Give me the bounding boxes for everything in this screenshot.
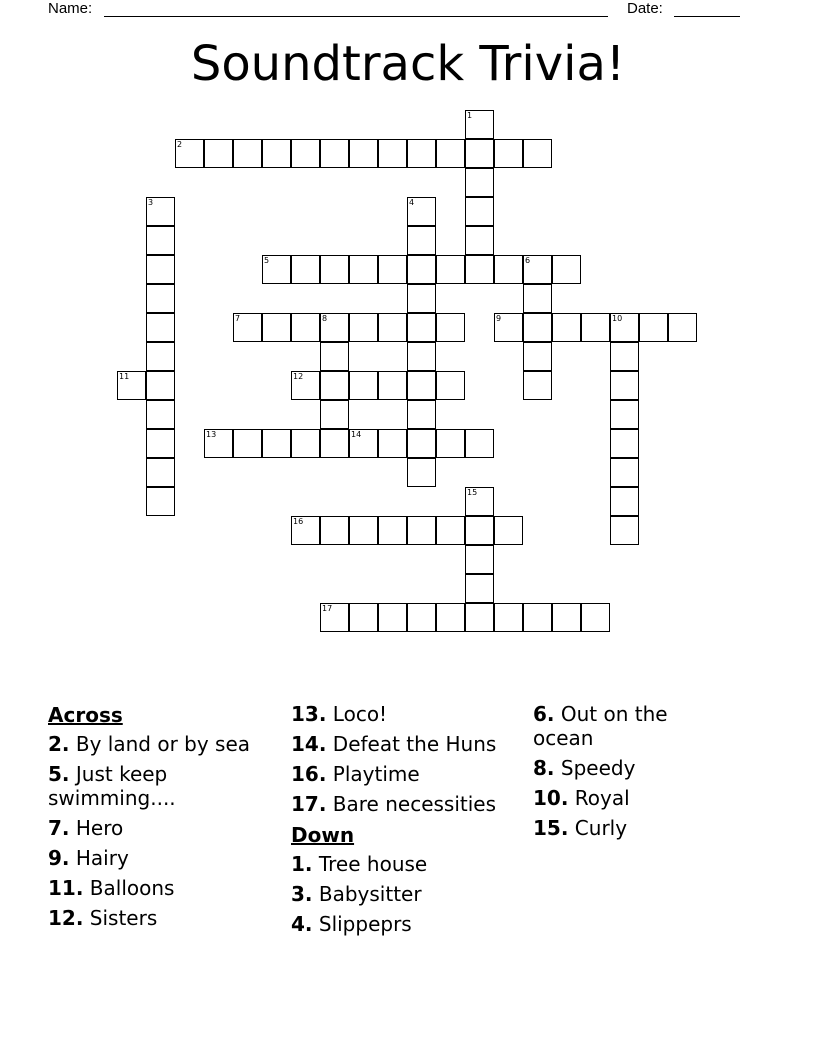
clue-across-2: [48, 732, 278, 756]
grid-cell[interactable]: [436, 429, 465, 458]
clue-number: 17.: [291, 792, 327, 816]
clue-number: 15.: [533, 816, 569, 840]
cell-number: 17: [322, 604, 333, 613]
clue-number: 14.: [291, 732, 327, 756]
grid-cell[interactable]: [407, 400, 436, 429]
grid-cell[interactable]: [349, 371, 378, 400]
grid-cell[interactable]: [291, 429, 320, 458]
grid-cell[interactable]: [320, 342, 349, 371]
clue-number: 13.: [291, 702, 327, 726]
clue-across-17: [291, 792, 527, 816]
clue-number: 7.: [48, 816, 70, 840]
grid-cell[interactable]: [465, 139, 494, 168]
grid-cell[interactable]: [494, 313, 523, 342]
grid-cell[interactable]: [204, 429, 233, 458]
grid-cell[interactable]: [175, 139, 204, 168]
grid-cell[interactable]: [146, 487, 175, 516]
clue-down-1: [291, 852, 527, 876]
grid-cell[interactable]: [552, 313, 581, 342]
grid-cell[interactable]: [320, 400, 349, 429]
grid-cell[interactable]: [523, 255, 552, 284]
cell-number: 2: [177, 140, 183, 149]
grid-cell[interactable]: [291, 516, 320, 545]
clue-text: Bare necessities: [332, 792, 497, 816]
grid-cell[interactable]: [610, 342, 639, 371]
clue-across-5: [48, 762, 278, 810]
cell-number: 3: [148, 198, 154, 207]
clue-text: Sisters: [89, 906, 158, 930]
grid-cell[interactable]: [378, 371, 407, 400]
clue-down-8: [533, 756, 733, 780]
grid-cell[interactable]: [523, 342, 552, 371]
grid-cell[interactable]: [610, 487, 639, 516]
clue-number: 9.: [48, 846, 70, 870]
clue-number: 8.: [533, 756, 555, 780]
clue-text: Royal: [574, 786, 630, 810]
grid-cell[interactable]: [523, 313, 552, 342]
grid-cell[interactable]: [407, 313, 436, 342]
cell-number: 13: [206, 430, 217, 439]
date-label: Date:: [627, 0, 663, 17]
grid-cell[interactable]: [378, 603, 407, 632]
grid-cell[interactable]: [465, 197, 494, 226]
grid-cell[interactable]: [320, 516, 349, 545]
clue-number: 16.: [291, 762, 327, 786]
clue-down-10: [533, 786, 733, 810]
cell-number: 14: [351, 430, 362, 439]
grid-cell[interactable]: [233, 313, 262, 342]
grid-cell[interactable]: [349, 516, 378, 545]
grid-cell[interactable]: [436, 516, 465, 545]
clue-text: Tree house: [318, 852, 428, 876]
grid-cell[interactable]: [465, 574, 494, 603]
grid-cell[interactable]: [610, 371, 639, 400]
grid-cell[interactable]: [291, 371, 320, 400]
grid-cell[interactable]: [581, 603, 610, 632]
clue-text: Curly: [574, 816, 628, 840]
grid-cell[interactable]: [349, 429, 378, 458]
grid-cell[interactable]: [552, 603, 581, 632]
clue-across-11: [48, 876, 278, 900]
grid-cell[interactable]: [146, 429, 175, 458]
clue-across-14: [291, 732, 527, 756]
grid-cell[interactable]: [668, 313, 697, 342]
grid-cell[interactable]: [291, 139, 320, 168]
clue-down-15: [533, 816, 733, 840]
grid-cell[interactable]: [146, 197, 175, 226]
grid-cell[interactable]: [407, 255, 436, 284]
puzzle-title: Soundtrack Trivia!: [190, 36, 626, 92]
grid-cell[interactable]: [610, 429, 639, 458]
clue-text: Hero: [75, 816, 124, 840]
grid-cell[interactable]: [117, 371, 146, 400]
grid-cell[interactable]: [523, 371, 552, 400]
grid-cell[interactable]: [291, 255, 320, 284]
grid-cell[interactable]: [610, 400, 639, 429]
grid-cell[interactable]: [639, 313, 668, 342]
grid-cell[interactable]: [262, 139, 291, 168]
cell-number: 4: [409, 198, 415, 207]
clue-down-3: [291, 882, 527, 906]
clue-down-4: [291, 912, 527, 936]
grid-cell[interactable]: [465, 603, 494, 632]
grid-cell[interactable]: [349, 255, 378, 284]
cell-number: 15: [467, 488, 478, 497]
clue-across-7: [48, 816, 278, 840]
grid-cell[interactable]: [407, 197, 436, 226]
across-heading: Across: [48, 703, 123, 727]
clue-text: Hairy: [75, 846, 129, 870]
grid-cell[interactable]: [465, 429, 494, 458]
grid-cell[interactable]: [494, 255, 523, 284]
clue-number: 4.: [291, 912, 313, 936]
grid-cell[interactable]: [233, 139, 262, 168]
clues-column-2: [291, 702, 527, 942]
grid-cell[interactable]: [146, 284, 175, 313]
clue-text: Playtime: [332, 762, 420, 786]
clue-number: 5.: [48, 762, 70, 786]
grid-cell[interactable]: [378, 429, 407, 458]
clue-text: Out on the ocean: [533, 702, 668, 750]
cell-number: 8: [322, 314, 328, 323]
grid-cell[interactable]: [407, 342, 436, 371]
grid-cell[interactable]: [407, 139, 436, 168]
grid-cell[interactable]: [146, 400, 175, 429]
cell-number: 1: [467, 111, 473, 120]
grid-cell[interactable]: [320, 313, 349, 342]
clue-number: 3.: [291, 882, 313, 906]
grid-cell[interactable]: [349, 313, 378, 342]
grid-cell[interactable]: [465, 110, 494, 139]
cell-number: 5: [264, 256, 270, 265]
grid-cell[interactable]: [407, 371, 436, 400]
grid-cell[interactable]: [320, 371, 349, 400]
down-heading: Down: [291, 823, 355, 847]
grid-cell[interactable]: [407, 226, 436, 255]
grid-cell[interactable]: [610, 313, 639, 342]
grid-cell[interactable]: [407, 603, 436, 632]
clue-number: 6.: [533, 702, 555, 726]
grid-cell[interactable]: [407, 284, 436, 313]
grid-cell[interactable]: [320, 139, 349, 168]
clue-across-16: [291, 762, 527, 786]
clue-down-6: [533, 702, 733, 750]
grid-cell[interactable]: [581, 313, 610, 342]
grid-cell[interactable]: [436, 313, 465, 342]
grid-cell[interactable]: [262, 313, 291, 342]
grid-cell[interactable]: [465, 545, 494, 574]
grid-cell[interactable]: [494, 603, 523, 632]
grid-cell[interactable]: [436, 603, 465, 632]
clue-number: 11.: [48, 876, 84, 900]
grid-cell[interactable]: [523, 139, 552, 168]
clue-text: Loco!: [332, 702, 388, 726]
grid-cell[interactable]: [204, 139, 233, 168]
grid-cell[interactable]: [349, 139, 378, 168]
clue-text: Defeat the Huns: [332, 732, 497, 756]
grid-cell[interactable]: [407, 458, 436, 487]
grid-cell[interactable]: [378, 139, 407, 168]
grid-cell[interactable]: [349, 603, 378, 632]
clues-column-3: [533, 702, 733, 846]
clue-across-13: [291, 702, 527, 726]
grid-cell[interactable]: [407, 516, 436, 545]
grid-cell[interactable]: [465, 487, 494, 516]
grid-cell[interactable]: [465, 168, 494, 197]
grid-cell[interactable]: [146, 342, 175, 371]
grid-cell[interactable]: [523, 284, 552, 313]
grid-cell[interactable]: [378, 516, 407, 545]
grid-cell[interactable]: [146, 371, 175, 400]
clue-text: Babysitter: [318, 882, 422, 906]
grid-cell[interactable]: [378, 313, 407, 342]
clue-text: By land or by sea: [75, 732, 251, 756]
grid-cell[interactable]: [494, 516, 523, 545]
clues-column-1: [48, 702, 278, 936]
grid-cell[interactable]: [465, 516, 494, 545]
cell-number: 6: [525, 256, 531, 265]
grid-cell[interactable]: [465, 226, 494, 255]
cell-number: 11: [119, 372, 130, 381]
grid-cell[interactable]: [320, 255, 349, 284]
clue-text: Balloons: [89, 876, 175, 900]
grid-cell[interactable]: [291, 313, 320, 342]
clue-across-9: [48, 846, 278, 870]
grid-cell[interactable]: [378, 255, 407, 284]
grid-cell[interactable]: [494, 139, 523, 168]
name-label: Name:: [48, 0, 93, 17]
cell-number: 16: [293, 517, 304, 526]
grid-cell[interactable]: [436, 255, 465, 284]
grid-cell[interactable]: [146, 226, 175, 255]
grid-cell[interactable]: [610, 458, 639, 487]
grid-cell[interactable]: [465, 255, 494, 284]
grid-cell[interactable]: [320, 429, 349, 458]
clue-across-12: [48, 906, 278, 930]
grid-cell[interactable]: [436, 371, 465, 400]
grid-cell[interactable]: [146, 313, 175, 342]
grid-cell[interactable]: [552, 255, 581, 284]
grid-cell[interactable]: [523, 603, 552, 632]
cell-number: 12: [293, 372, 304, 381]
grid-cell[interactable]: [146, 255, 175, 284]
grid-cell[interactable]: [610, 516, 639, 545]
cell-number: 9: [496, 314, 502, 323]
clue-number: 1.: [291, 852, 313, 876]
clue-number: 2.: [48, 732, 70, 756]
cell-number: 7: [235, 314, 241, 323]
grid-cell[interactable]: [233, 429, 262, 458]
grid-cell[interactable]: [436, 139, 465, 168]
grid-cell[interactable]: [146, 458, 175, 487]
grid-cell[interactable]: [262, 255, 291, 284]
clue-text: Speedy: [560, 756, 636, 780]
grid-cell[interactable]: [407, 429, 436, 458]
clue-text: Just keep swimming....: [48, 762, 176, 810]
clue-number: 12.: [48, 906, 84, 930]
clue-text: Slippeprs: [318, 912, 412, 936]
grid-cell[interactable]: [320, 603, 349, 632]
clue-number: 10.: [533, 786, 569, 810]
cell-number: 10: [612, 314, 623, 323]
grid-cell[interactable]: [262, 429, 291, 458]
